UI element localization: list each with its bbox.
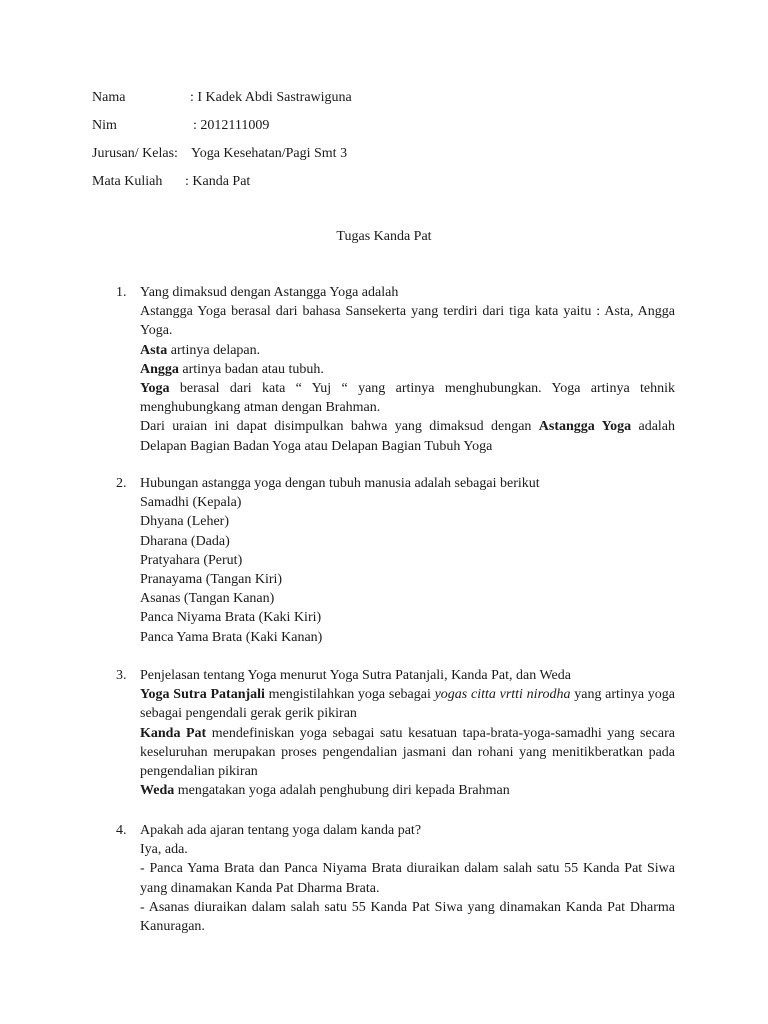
conclusion-pre: Dari uraian ini dapat disimpulkan bahwa yang dimaksud dengan xyxy=(140,419,539,435)
yoga-term: Yoga xyxy=(140,381,170,397)
angga-term: Angga xyxy=(140,361,179,377)
yoga-def: berasal dari kata “ Yuj “ yang artinya menghubungkan. Yoga artinya tehnik menghubungkang atman dengan Brahman. xyxy=(140,381,675,416)
list-item: Dhyana (Leher) xyxy=(140,514,230,530)
ysp-post: yang artinya yoga sebagai pengendali gerak gerik pikiran xyxy=(140,687,675,722)
item-1-question: Yang dimaksud dengan Astangga Yoga adalah xyxy=(140,285,399,300)
weda-term: Weda xyxy=(140,783,175,799)
matkul-label: Mata Kuliah xyxy=(92,174,163,189)
item-2-number: 2. xyxy=(116,476,127,491)
list-item: Dharana (Dada) xyxy=(140,533,230,549)
list-item: Samadhi (Kepala) xyxy=(140,495,242,511)
list-item: Panca Yama Brata (Kaki Kanan) xyxy=(140,629,323,645)
item-4-bullet-1: - Panca Yama Brata dan Panca Niyama Brata diuraikan dalam salah satu 55 Kanda Pat Siwa yang dinamakan Kanda Pat Dharma Brata. xyxy=(140,861,675,896)
item-3-body xyxy=(140,666,675,800)
item-3-weda xyxy=(140,781,675,800)
ysp-italic: yogas citta vrtti nirodha xyxy=(434,687,571,703)
kp-term: Kanda Pat xyxy=(140,725,207,741)
item-3-ysp xyxy=(140,685,675,723)
list-item: Pratyahara (Perut) xyxy=(140,552,243,568)
item-4-number: 4. xyxy=(116,823,127,838)
item-1-body xyxy=(140,283,675,456)
item-1-asta xyxy=(140,341,675,360)
list-item: Asanas (Tangan Kanan) xyxy=(140,591,275,607)
item-4-question: Apakah ada ajaran tentang yoga dalam kanda pat? xyxy=(140,823,422,838)
list-item: Pranayama (Tangan Kiri) xyxy=(140,572,283,588)
item-3-number: 3. xyxy=(116,668,127,683)
item-1-number: 1. xyxy=(116,285,127,300)
asta-term: Asta xyxy=(140,342,168,358)
list-item: Panca Niyama Brata (Kaki Kiri) xyxy=(140,610,322,626)
conclusion-post: adalah Delapan Bagian Badan Yoga atau Delapan Bagian Tubuh Yoga xyxy=(140,419,676,454)
asta-def: artinya delapan. xyxy=(167,342,261,358)
item-3-question: Penjelasan tentang Yoga menurut Yoga Sutra Patanjali, Kanda Pat, dan Weda xyxy=(140,668,571,683)
item-1-conclusion xyxy=(140,417,675,455)
item-4-answer: Iya, ada. xyxy=(140,842,188,858)
item-2-question: Hubungan astangga yoga dengan tubuh manusia adalah sebagai berikut xyxy=(140,476,540,491)
conclusion-term: Astangga Yoga xyxy=(538,419,632,435)
document-title: Tugas Kanda Pat xyxy=(336,229,432,244)
ysp-term: Yoga Sutra Patanjali xyxy=(140,687,265,703)
angga-def: artinya badan atau tubuh. xyxy=(178,361,324,377)
item-1-paragraph: Astangga Yoga berasal dari bahasa Sansekerta yang terdiri dari tiga kata yaitu : Asta, Angga Yoga. xyxy=(140,304,675,339)
weda-def: mengatakan yoga adalah penghubung diri kepada Brahman xyxy=(174,783,510,799)
item-3-kanda-pat xyxy=(140,724,675,782)
item-4-body xyxy=(140,821,675,936)
jurusan-value: Yoga Kesehatan/Pagi Smt 3 xyxy=(191,146,348,161)
nim-label: Nim xyxy=(92,118,117,133)
nim-value: : 2012111009 xyxy=(193,118,270,133)
matkul-value: : Kanda Pat xyxy=(185,174,251,189)
item-4-bullet-2: - Asanas diuraikan dalam salah satu 55 Kanda Pat Siwa yang dinamakan Kanda Pat Dharma Kanuragan. xyxy=(140,899,675,935)
nama-label: Nama xyxy=(92,90,126,105)
item-2-body xyxy=(140,474,675,647)
nama-value: : I Kadek Abdi Sastrawiguna xyxy=(190,90,352,105)
item-1-yoga xyxy=(140,379,675,417)
item-1-angga xyxy=(140,360,675,379)
ysp-pre: mengistilahkan yoga sebagai xyxy=(264,687,435,703)
jurusan-label: Jurusan/ Kelas: xyxy=(92,146,178,161)
kp-def: mendefiniskan yoga sebagai satu kesatuan tapa-brata-yoga-samadhi yang secara keseluruhan merupakan proses pengendalian jasmani dan rohani yang menitikberatkan pada pengendalian pikiran xyxy=(140,725,675,780)
